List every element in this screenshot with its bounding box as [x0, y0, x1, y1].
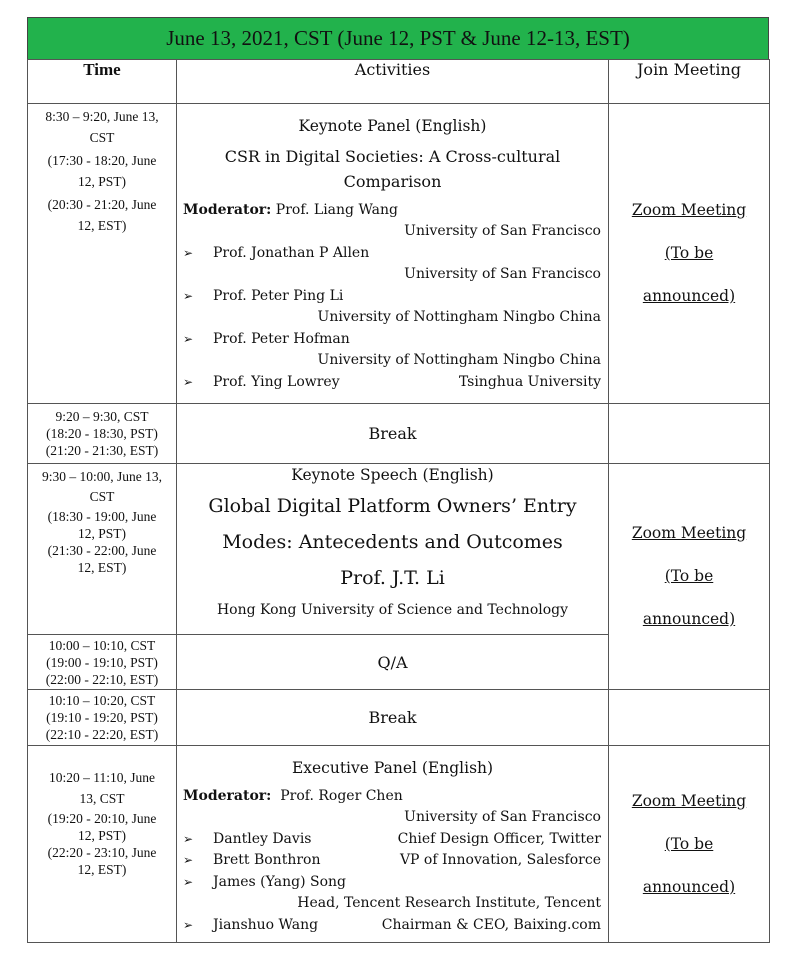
time-line: (22:00 - 22:10, EST): [45, 671, 159, 687]
arrow-bullet-icon: ➢: [183, 874, 194, 889]
panelist-affiliation: University of Nottingham Ningbo China: [317, 352, 601, 368]
arrow-bullet-icon: ➢: [183, 831, 194, 846]
panelist: [177, 915, 608, 937]
moderator-label: Moderator:: [183, 202, 272, 218]
panelist-name: Prof. Peter Hofman: [213, 330, 350, 347]
arrow-bullet-icon: ➢: [183, 853, 194, 867]
speaker-name: Prof. J.T. Li: [340, 567, 445, 589]
zoom-meeting-link[interactable]: Zoom Meeting: [631, 524, 747, 542]
speech-title-line: Modes: Antecedents and Outcomes: [222, 531, 563, 553]
panelist-name: Prof. Ying Lowrey: [213, 373, 340, 390]
time-line: (17:30 - 18:20, June: [47, 153, 157, 168]
schedule-row-break: [28, 690, 770, 746]
activity-cell: [177, 746, 609, 943]
panelist: [177, 372, 608, 394]
time-line: 12, PST): [77, 174, 126, 189]
time-line: 10:10 – 10:20, CST: [48, 693, 156, 708]
time-line: 8:30 – 9:20, June 13,: [45, 109, 159, 124]
arrow-bullet-icon: ➢: [183, 917, 194, 932]
header-row: [28, 60, 770, 104]
activities-header: Activities: [177, 60, 609, 104]
schedule-row-executive-panel: [28, 746, 770, 943]
speech-title-line: Global Digital Platform Owners’ Entry: [208, 495, 577, 517]
zoom-meeting-link[interactable]: announced): [642, 877, 736, 896]
time-line: 12, EST): [77, 560, 127, 575]
time-cell: [28, 404, 177, 464]
panelist-affiliation: VP of Innovation, Salesforce: [399, 852, 601, 868]
panelist: [177, 243, 608, 265]
panelist-affiliation: Chief Design Officer, Twitter: [397, 830, 601, 847]
activity-title: Keynote Panel (English): [298, 117, 487, 135]
panelist: [177, 872, 608, 894]
panelist-name: Brett Bonthron: [213, 852, 321, 868]
activity-title: Keynote Speech (English): [291, 466, 494, 484]
time-line: (18:30 - 19:00, June: [47, 509, 157, 524]
join-meeting-cell[interactable]: [609, 746, 770, 943]
time-line: (22:20 - 23:10, June: [47, 845, 157, 860]
panelist-affiliation: Tsinghua University: [458, 373, 601, 390]
panelist-name: Prof. Jonathan P Allen: [213, 244, 370, 261]
zoom-meeting-link[interactable]: Zoom Meeting: [631, 791, 747, 810]
moderator-name: Prof. Roger Chen: [271, 788, 403, 804]
activity-subtitle: Comparison: [343, 172, 442, 191]
time-cell: [28, 464, 177, 635]
panelist: [177, 329, 608, 351]
zoom-meeting-link[interactable]: (To be: [664, 567, 714, 585]
panelist-affiliation: University of Nottingham Ningbo China: [317, 309, 601, 325]
time-line: (18:20 - 18:30, PST): [46, 426, 158, 441]
panelist: [177, 850, 608, 872]
time-line: (19:00 - 19:10, PST): [46, 654, 158, 670]
panelist-name: Dantley Davis: [213, 830, 312, 847]
time-header: Time: [28, 60, 177, 104]
activity-cell: Q/A: [177, 635, 609, 690]
join-meeting-cell: [609, 690, 770, 746]
time-line: (19:20 - 20:10, June: [47, 811, 157, 826]
activity-cell: [177, 464, 609, 635]
zoom-meeting-link[interactable]: announced): [642, 287, 736, 305]
join-meeting-cell[interactable]: [609, 104, 770, 404]
panelist-name: Jianshuo Wang: [213, 916, 319, 933]
time-line: 12, EST): [77, 862, 127, 877]
schedule-row-keynote-speech: [28, 464, 770, 635]
time-line: CST: [89, 489, 115, 504]
time-line: CST: [89, 130, 115, 145]
time-line: 10:00 – 10:10, CST: [48, 637, 156, 653]
moderator-affiliation: University of San Francisco: [404, 809, 601, 825]
zoom-meeting-link[interactable]: announced): [642, 610, 736, 628]
schedule-row-keynote-panel: [28, 104, 770, 404]
speaker-affiliation: Hong Kong University of Science and Technology: [216, 602, 569, 618]
arrow-bullet-icon: ➢: [183, 288, 194, 303]
moderator-label: Moderator:: [183, 788, 272, 804]
zoom-meeting-link[interactable]: (To be: [664, 244, 714, 262]
time-line: 13, CST: [79, 791, 125, 806]
join-meeting-cell: [609, 404, 770, 464]
activity-cell: Break: [177, 404, 609, 464]
join-meeting-cell[interactable]: [609, 464, 770, 690]
time-line: (19:10 - 19:20, PST): [46, 710, 158, 725]
time-line: (22:10 - 22:20, EST): [45, 727, 159, 742]
time-line: (20:30 - 21:20, June: [47, 197, 157, 212]
time-cell: [28, 635, 177, 690]
activity-cell: [177, 104, 609, 404]
panelist-name: James (Yang) Song: [213, 873, 347, 890]
arrow-bullet-icon: ➢: [183, 374, 194, 389]
time-line: 10:20 – 11:10, June: [49, 770, 155, 785]
panelist: [177, 829, 608, 851]
arrow-bullet-icon: ➢: [183, 331, 194, 346]
zoom-meeting-link[interactable]: Zoom Meeting: [631, 201, 747, 219]
time-line: 9:30 – 10:00, June 13,: [42, 469, 162, 484]
schedule-row-break: [28, 404, 770, 464]
activity-title: Executive Panel (English): [291, 759, 494, 777]
zoom-meeting-link[interactable]: (To be: [664, 834, 714, 853]
schedule-table: [27, 59, 770, 943]
activity-subtitle: CSR in Digital Societies: A Cross-cultural: [224, 147, 561, 166]
time-line: (21:30 - 22:00, June: [47, 543, 157, 558]
join-header: Join Meeting: [609, 60, 770, 104]
panelist-affiliation: University of San Francisco: [404, 266, 601, 282]
time-cell: [28, 746, 177, 943]
time-cell: [28, 104, 177, 404]
panelist-affiliation: Head, Tencent Research Institute, Tencent: [297, 895, 601, 911]
time-line: 9:20 – 9:30, CST: [55, 409, 149, 424]
activity-cell: Break: [177, 690, 609, 746]
moderator: [177, 786, 608, 807]
panelist: [177, 286, 608, 308]
time-line: (21:20 - 21:30, EST): [45, 443, 159, 458]
panelist-name: Prof. Peter Ping Li: [213, 287, 344, 304]
date-banner: June 13, 2021, CST (June 12, PST & June 12-13, EST): [27, 17, 769, 60]
time-cell: [28, 690, 177, 746]
arrow-bullet-icon: ➢: [183, 245, 194, 260]
time-line: 12, PST): [77, 828, 126, 843]
time-line: 12, PST): [77, 526, 126, 541]
panelist-affiliation: Chairman & CEO, Baixing.com: [381, 916, 601, 933]
moderator-affiliation: University of San Francisco: [404, 223, 601, 239]
moderator-name: Prof. Liang Wang: [271, 202, 398, 218]
time-line: 12, EST): [77, 218, 127, 233]
moderator: [177, 200, 608, 221]
